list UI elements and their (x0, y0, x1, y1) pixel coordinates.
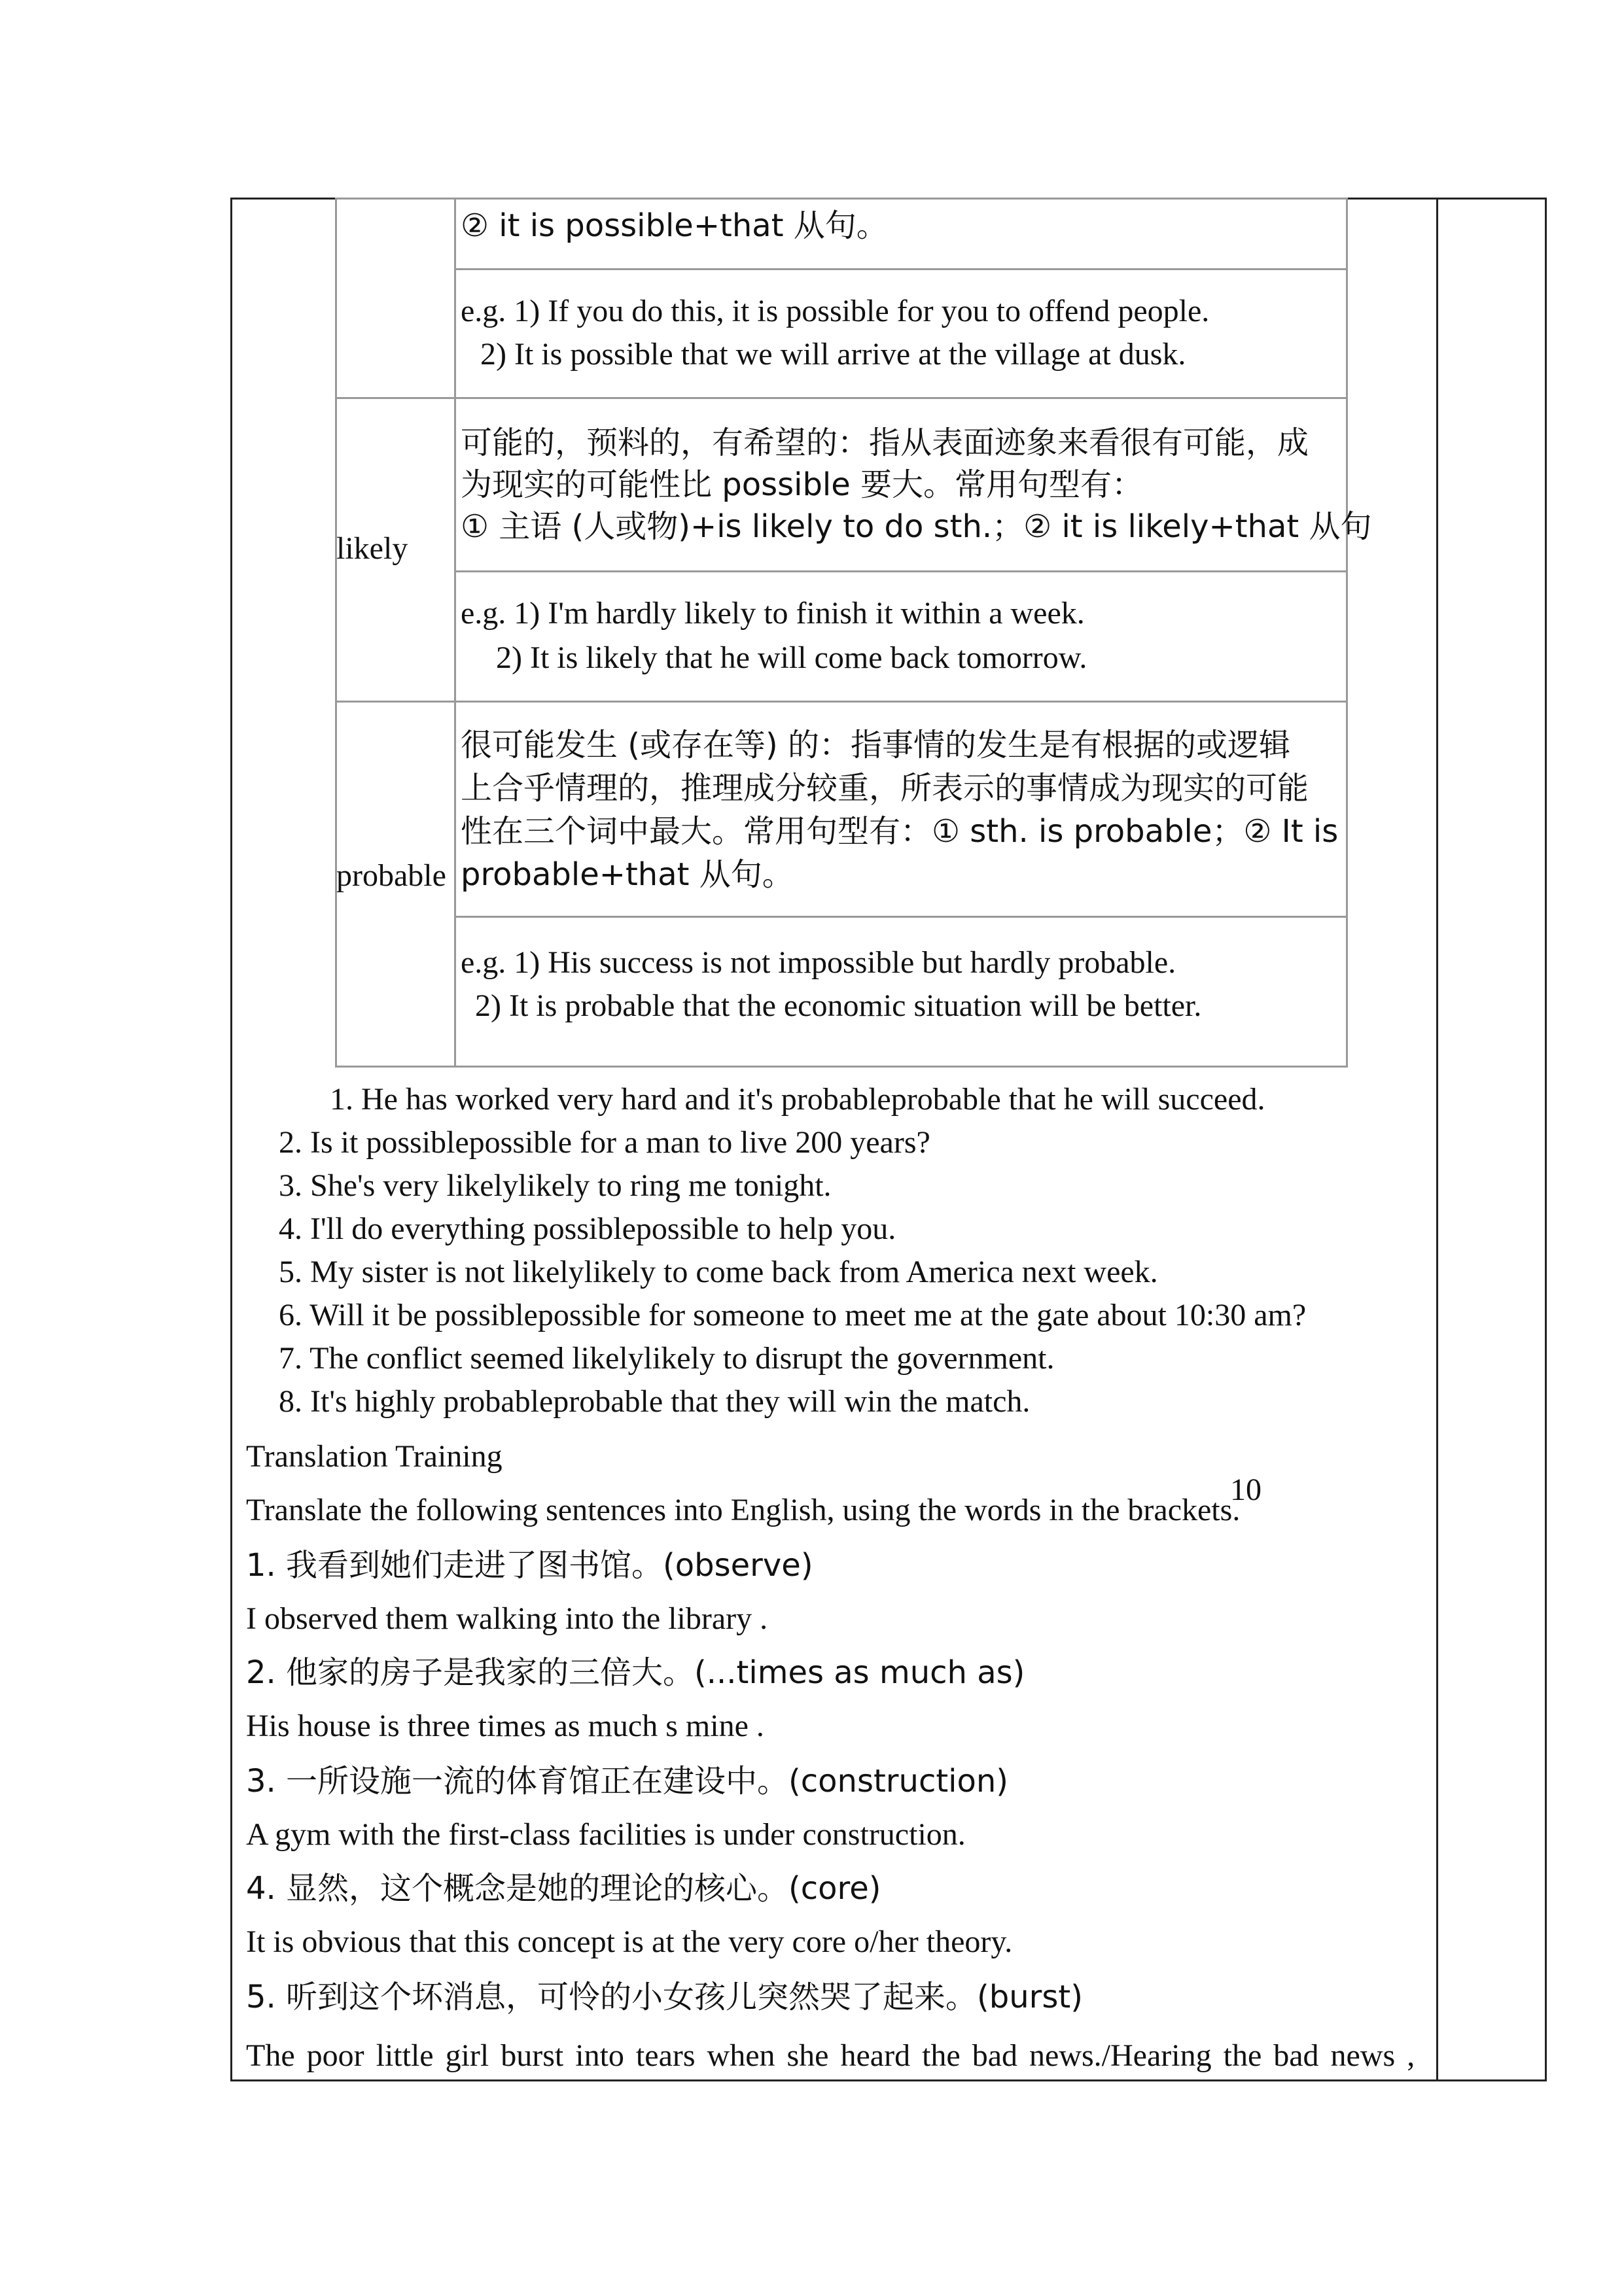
possible-example-1: e.g. 1) If you do this, it is possible for you to offend people. (461, 294, 1210, 328)
row-divider (335, 701, 1348, 703)
row-divider (454, 570, 1348, 572)
probable-definition-line-1: 很可能发生 (或存在等) 的：指事情的发生是有根据的或逻辑 (461, 727, 1290, 763)
row-divider (454, 916, 1348, 918)
probable-example-1: e.g. 1) His success is not impossible but hardly probable. (461, 945, 1176, 980)
translation-answer-5: The poor little girl burst into tears when she heard the bad news./Hearing the bad news , (246, 2038, 1415, 2073)
translation-question-4: 4. 显然，这个概念是她的理论的核心。(core) (246, 1870, 881, 1907)
exercise-4: 4. I'll do everything possiblepossible to help you. (279, 1211, 896, 1246)
possible-example-2: 2) It is possible that we will arrive at the village at dusk. (480, 337, 1186, 372)
row-divider (454, 268, 1348, 270)
score-column-divider (1436, 200, 1438, 2079)
word-likely: likely (336, 531, 408, 566)
likely-example-2: 2) It is likely that he will come back tomorrow. (496, 640, 1087, 675)
exercise-8: 8. It's highly probableprobable that they will win the match. (279, 1384, 1031, 1419)
exercise-1: 1. He has worked very hard and it's probableprobable that he will succeed. (330, 1082, 1265, 1117)
exercise-2: 2. Is it possiblepossible for a man to live 200 years? (279, 1125, 930, 1160)
exercise-5: 5. My sister is not likelylikely to come back from America next week. (279, 1255, 1158, 1289)
probable-definition-line-2: 上合乎情理的，推理成分较重，所表示的事情成为现实的可能 (461, 770, 1309, 807)
score-value: 10 (1230, 1472, 1262, 1507)
possible-pattern2: ② it is possible+that 从句。 (461, 207, 888, 244)
word-probable: probable (336, 858, 446, 893)
exercise-7: 7. The conflict seemed likelylikely to disrupt the government. (279, 1341, 1055, 1376)
translation-answer-2: His house is three times as much s mine . (246, 1709, 764, 1743)
translation-answer-3: A gym with the first-class facilities is under construction. (246, 1817, 966, 1852)
likely-definition-line-3: ① 主语 (人或物)+is likely to do sth.；② it is likely+that 从句 (461, 508, 1372, 545)
translation-question-1: 1. 我看到她们走进了图书馆。(observe) (246, 1547, 813, 1584)
probable-definition-line-4: probable+that 从句。 (461, 856, 794, 893)
likely-example-1: e.g. 1) I'm hardly likely to finish it within a week. (461, 596, 1085, 631)
likely-definition-line-1: 可能的，预料的，有希望的：指从表面迹象来看很有可能，成 (461, 425, 1309, 461)
translation-answer-4: It is obvious that this concept is at the very core o/her theory. (246, 1924, 1013, 1959)
translation-question-5: 5. 听到这个坏消息，可怜的小女孩儿突然哭了起来。(burst) (246, 1979, 1083, 2015)
probable-definition-line-3: 性在三个词中最大。常用句型有：① sth. is probable；② It is (461, 813, 1339, 850)
translation-question-2: 2. 他家的房子是我家的三倍大。(...times as much as) (246, 1654, 1025, 1691)
table-column-divider (454, 198, 456, 1068)
exercise-6: 6. Will it be possiblepossible for someone to meet me at the gate about 10:30 am? (279, 1298, 1307, 1332)
row-divider (335, 397, 1348, 399)
likely-definition-line-2: 为现实的可能性比 possible 要大。常用句型有： (461, 466, 1144, 503)
translation-heading: Translation Training (246, 1439, 503, 1474)
translation-instruction: Translate the following sentences into English, using the words in the brackets. (246, 1493, 1241, 1527)
translation-answer-1: I observed them walking into the library . (246, 1601, 768, 1636)
translation-question-3: 3. 一所设施一流的体育馆正在建设中。(construction) (246, 1763, 1009, 1800)
exercise-3: 3. She's very likelylikely to ring me tonight. (279, 1168, 832, 1203)
probable-example-2: 2) It is probable that the economic situation will be better. (475, 988, 1202, 1023)
